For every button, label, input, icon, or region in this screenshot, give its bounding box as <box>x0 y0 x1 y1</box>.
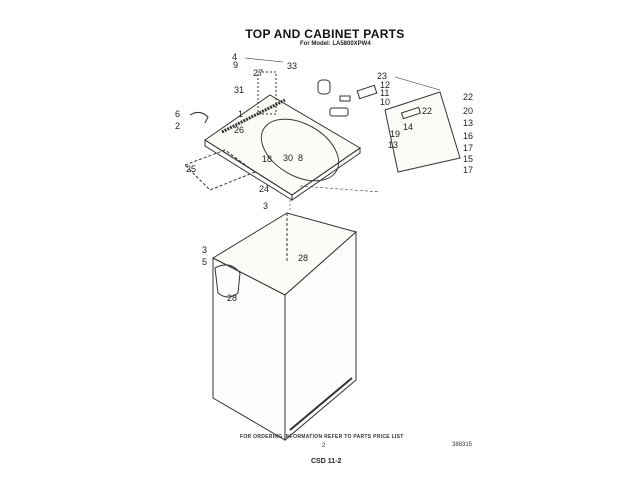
callout: 9 <box>233 60 239 70</box>
callout: 14 <box>403 122 414 132</box>
callout: 22 <box>463 92 474 102</box>
callout: 28 <box>298 253 309 263</box>
callout: 28 <box>227 293 238 303</box>
callout: 19 <box>390 129 401 139</box>
callout: 8 <box>298 153 304 163</box>
revision-stamp: CSD 11-2 <box>311 458 342 465</box>
model-subtitle: For Model: LA5800XPW4 <box>300 41 371 47</box>
callout: 22 <box>422 106 433 116</box>
callout: 2 <box>175 121 181 131</box>
callout: 6 <box>175 109 181 119</box>
callout: 13 <box>388 140 399 150</box>
callout: 25 <box>186 164 197 174</box>
callout: 3 <box>202 245 208 255</box>
callout: 3 <box>263 201 269 211</box>
callout: 23 <box>377 71 388 81</box>
callout: 24 <box>259 184 270 194</box>
callout: 12 <box>380 80 391 90</box>
page-number: 2 <box>322 443 326 449</box>
callout: 15 <box>463 154 474 164</box>
callout: 26 <box>234 125 245 135</box>
ordering-note: FOR ORDERING INFORMATION REFER TO PARTS PRICE LIST <box>240 434 404 440</box>
top-hinge-bracket <box>318 80 350 116</box>
callout: 27 <box>253 68 264 78</box>
callout: 5 <box>202 257 208 267</box>
callout: 30 <box>283 153 294 163</box>
callout: 11 <box>380 88 390 98</box>
callout: 20 <box>463 106 474 116</box>
callout: 10 <box>380 97 391 107</box>
callout: 17 <box>463 165 474 175</box>
diagram-title: TOP AND CABINET PARTS <box>245 27 405 41</box>
callout: 31 <box>234 85 245 95</box>
callout: 16 <box>463 131 474 141</box>
callout: 33 <box>287 61 298 71</box>
callout: 18 <box>262 154 273 164</box>
cabinet <box>213 213 356 440</box>
callout: 4 <box>232 52 238 62</box>
washer-top <box>205 95 360 200</box>
callout: 13 <box>463 118 474 128</box>
drawing-code: 388315 <box>452 442 473 448</box>
callout: 1 <box>238 109 244 119</box>
callout: 17 <box>463 143 474 153</box>
